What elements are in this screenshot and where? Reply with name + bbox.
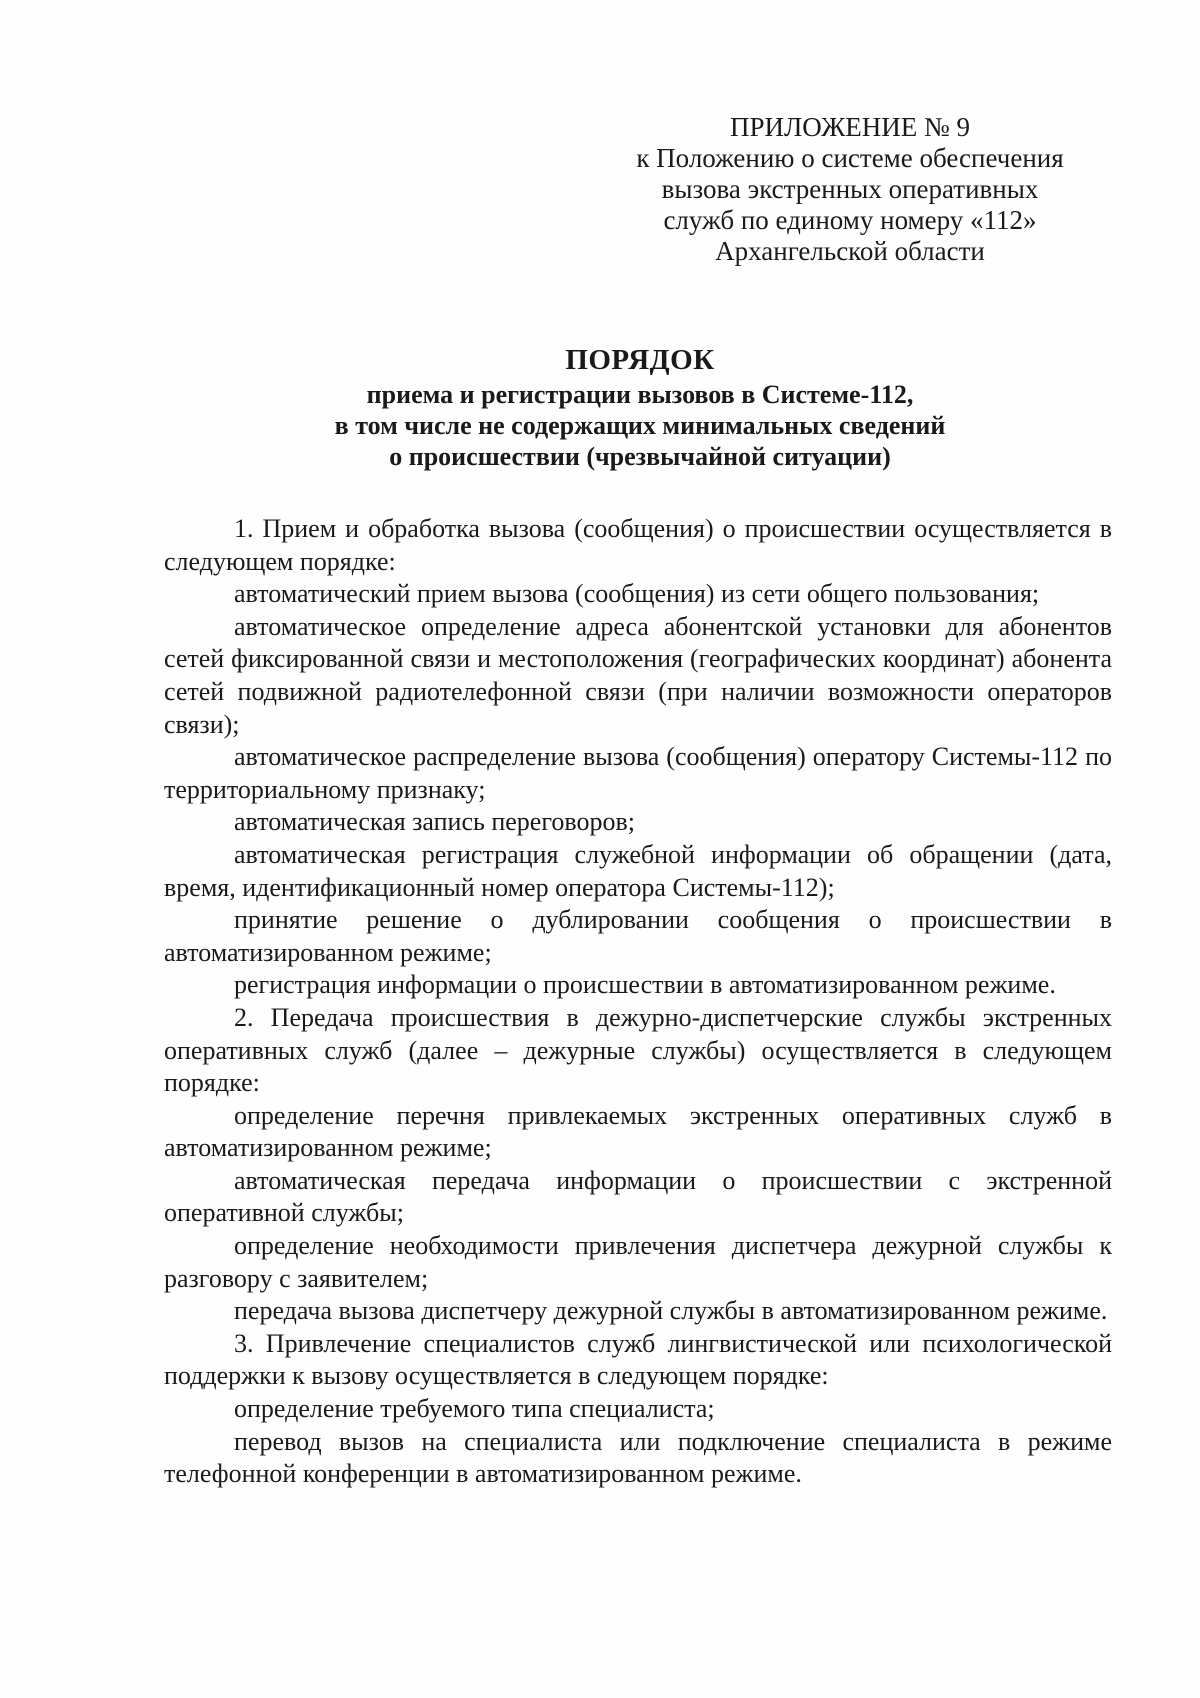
appendix-line: к Положению о системе обеспечения	[636, 143, 1064, 173]
list-item: автоматическое распределение вызова (сообщения) оператору Системы-112 по территориальному признаку;	[164, 742, 1112, 804]
list-item: перевод вызов на специалиста или подключение специалиста в режиме телефонной конференции в автоматизированном режиме.	[164, 1426, 1112, 1489]
section-1-intro: 1. Прием и обработка вызова (сообщения) о происшествии осуществляется в следующем порядке:	[164, 514, 1112, 576]
list-item: регистрация информации о происшествии в автоматизированном режиме.	[234, 970, 1056, 1000]
appendix-line: Архангельской области	[715, 236, 985, 266]
list-item: определение необходимости привлечения диспетчера дежурной службы к разговору с заявителем;	[164, 1231, 1112, 1293]
list-item: принятие решение о дублировании сообщения о происшествии в автоматизированном режиме;	[164, 905, 1112, 967]
list-item: автоматическая регистрация служебной информации об обращении (дата, время, идентификационный номер оператора Системы-112);	[164, 839, 1112, 902]
document-title: ПОРЯДОК	[565, 344, 715, 376]
appendix-line: вызова экстренных оперативных	[661, 174, 1039, 204]
document-heading	[160, 345, 1120, 472]
appendix-number: ПРИЛОЖЕНИЕ № 9	[729, 112, 971, 142]
list-item: определение перечня привлекаемых экстренных оперативных служб в автоматизированном режиме;	[164, 1100, 1112, 1163]
list-item: автоматическая запись переговоров;	[234, 807, 635, 837]
list-item: определение требуемого типа специалиста;	[234, 1394, 715, 1424]
document-subtitle-line: о происшествии (чрезвычайной ситуации)	[389, 442, 891, 471]
list-item: автоматическое определение адреса абонентской установки для абонентов сетей фиксированной связи и местоположения (географических координат) абонента сетей подвижной радиотелефонной связи (при наличии возможности операторов связи);	[164, 611, 1112, 739]
document-subtitle-line: приема и регистрации вызовов в Системе-112,	[366, 380, 914, 409]
document-body	[164, 513, 1112, 1491]
document-subtitle-line: в том числе не содержащих минимальных сведений	[334, 411, 946, 440]
list-item: передача вызова диспетчеру дежурной службы в автоматизированном режиме.	[234, 1296, 1108, 1326]
section-2-intro: 2. Передача происшествия в дежурно-диспетчерские службы экстренных оперативных служб (далее – дежурные службы) осуществляется в следующем порядке:	[164, 1002, 1112, 1098]
appendix-header	[560, 112, 1140, 267]
list-item: автоматический прием вызова (сообщения) из сети общего пользования;	[234, 579, 1040, 609]
section-3-intro: 3. Привлечение специалистов служб лингвистической или психологической поддержки к вызову осуществляется в следующем порядке:	[164, 1328, 1112, 1391]
list-item: автоматическая передача информации о происшествии с экстренной оперативной службы;	[164, 1165, 1112, 1228]
appendix-line: служб по единому номеру «112»	[663, 205, 1037, 235]
